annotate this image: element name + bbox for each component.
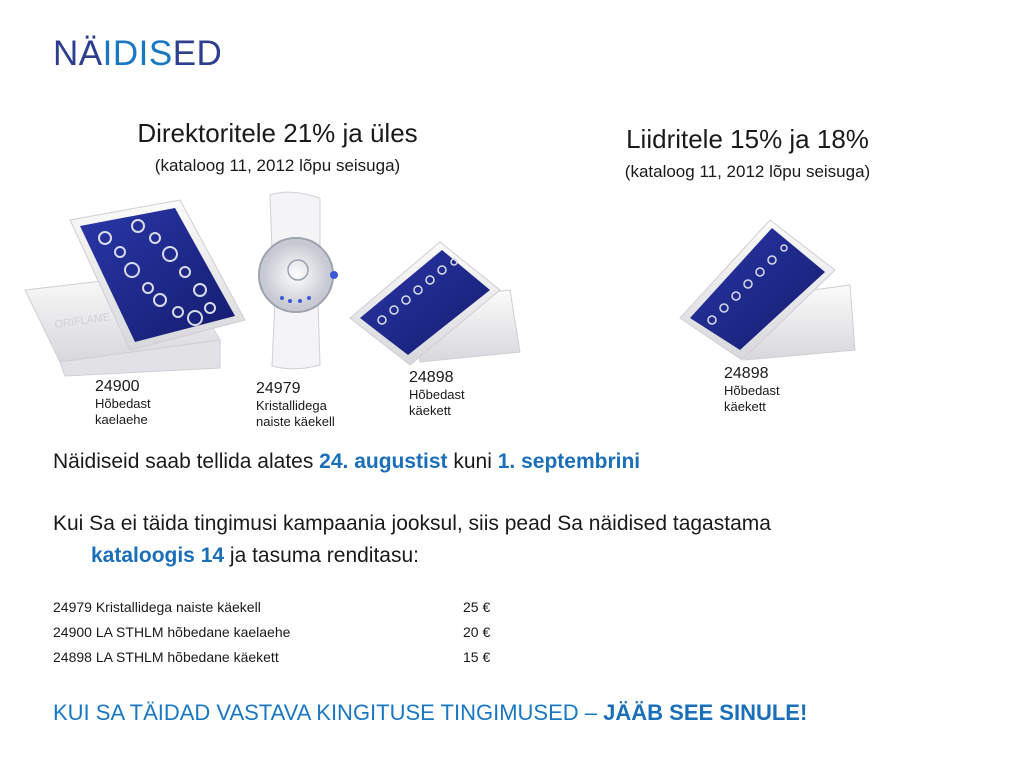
price-item-name: 24979 Kristallidega naiste käekell [53,599,261,615]
return-text-line2: kataloogis 14 ja tasuma renditasu: [91,544,419,567]
directors-subheading: (kataloog 11, 2012 lõpu seisuga) [154,156,401,175]
order-period-text: Näidiseid saab tellida alates 24. augustist kuni 1. septembrini [53,450,641,473]
product-desc: Hõbedast [724,383,780,398]
conditions-footer: KUI SA TÄIDAD VASTAVA KINGITUSE TINGIMUSED – JÄÄB SEE SINULE! [53,700,808,725]
product-desc: käekett [409,403,451,418]
directors-heading: Direktoritele 21% ja üles [137,118,418,148]
product-code: 24979 [256,380,301,397]
watch-image [259,192,338,369]
box-brand-text: ORIFLAME [53,311,112,331]
product-desc: käekett [724,399,766,414]
product-code: 24900 [95,378,140,395]
footer-emphasis: JÄÄB SEE SINULE! [603,700,808,725]
product-desc: Hõbedast [95,396,151,411]
price-item-name: 24900 LA STHLM hõbedane kaelaehe [53,624,291,640]
order-end-date: 1. septembrini [497,450,641,473]
product-desc: kaelaehe [95,412,148,427]
bracelet-box-image [350,242,520,365]
product-code: 24898 [409,369,454,386]
price-item-name: 24898 LA STHLM hõbedane käekett [53,649,279,665]
product-caption-24979 [256,380,335,430]
price-item-value: 25 € [463,599,491,615]
return-text-line1: Kui Sa ei täida tingimusi kampaania jooksul, siis pead Sa näidised tagastama [53,512,771,535]
product-desc: Kristallidega [256,398,327,413]
product-code: 24898 [724,365,769,382]
return-catalog: kataloogis 14 [91,544,225,567]
product-desc: naiste käekell [256,414,335,429]
order-start-date: 24. augustist [319,450,448,473]
leaders-heading: Liidritele 15% ja 18% [626,124,869,154]
price-item-value: 15 € [463,649,491,665]
product-caption-24900 [95,378,151,428]
product-desc: Hõbedast [409,387,465,402]
bracelet-box-image-right [680,220,855,360]
necklace-box-image [25,200,245,376]
price-item-value: 20 € [463,624,491,640]
leaders-subheading: (kataloog 11, 2012 lõpu seisuga) [624,162,871,181]
product-images [20,190,880,380]
product-caption-24898-right [724,365,780,415]
product-caption-24898 [409,369,465,419]
page-title: NÄIDISED [53,34,223,73]
